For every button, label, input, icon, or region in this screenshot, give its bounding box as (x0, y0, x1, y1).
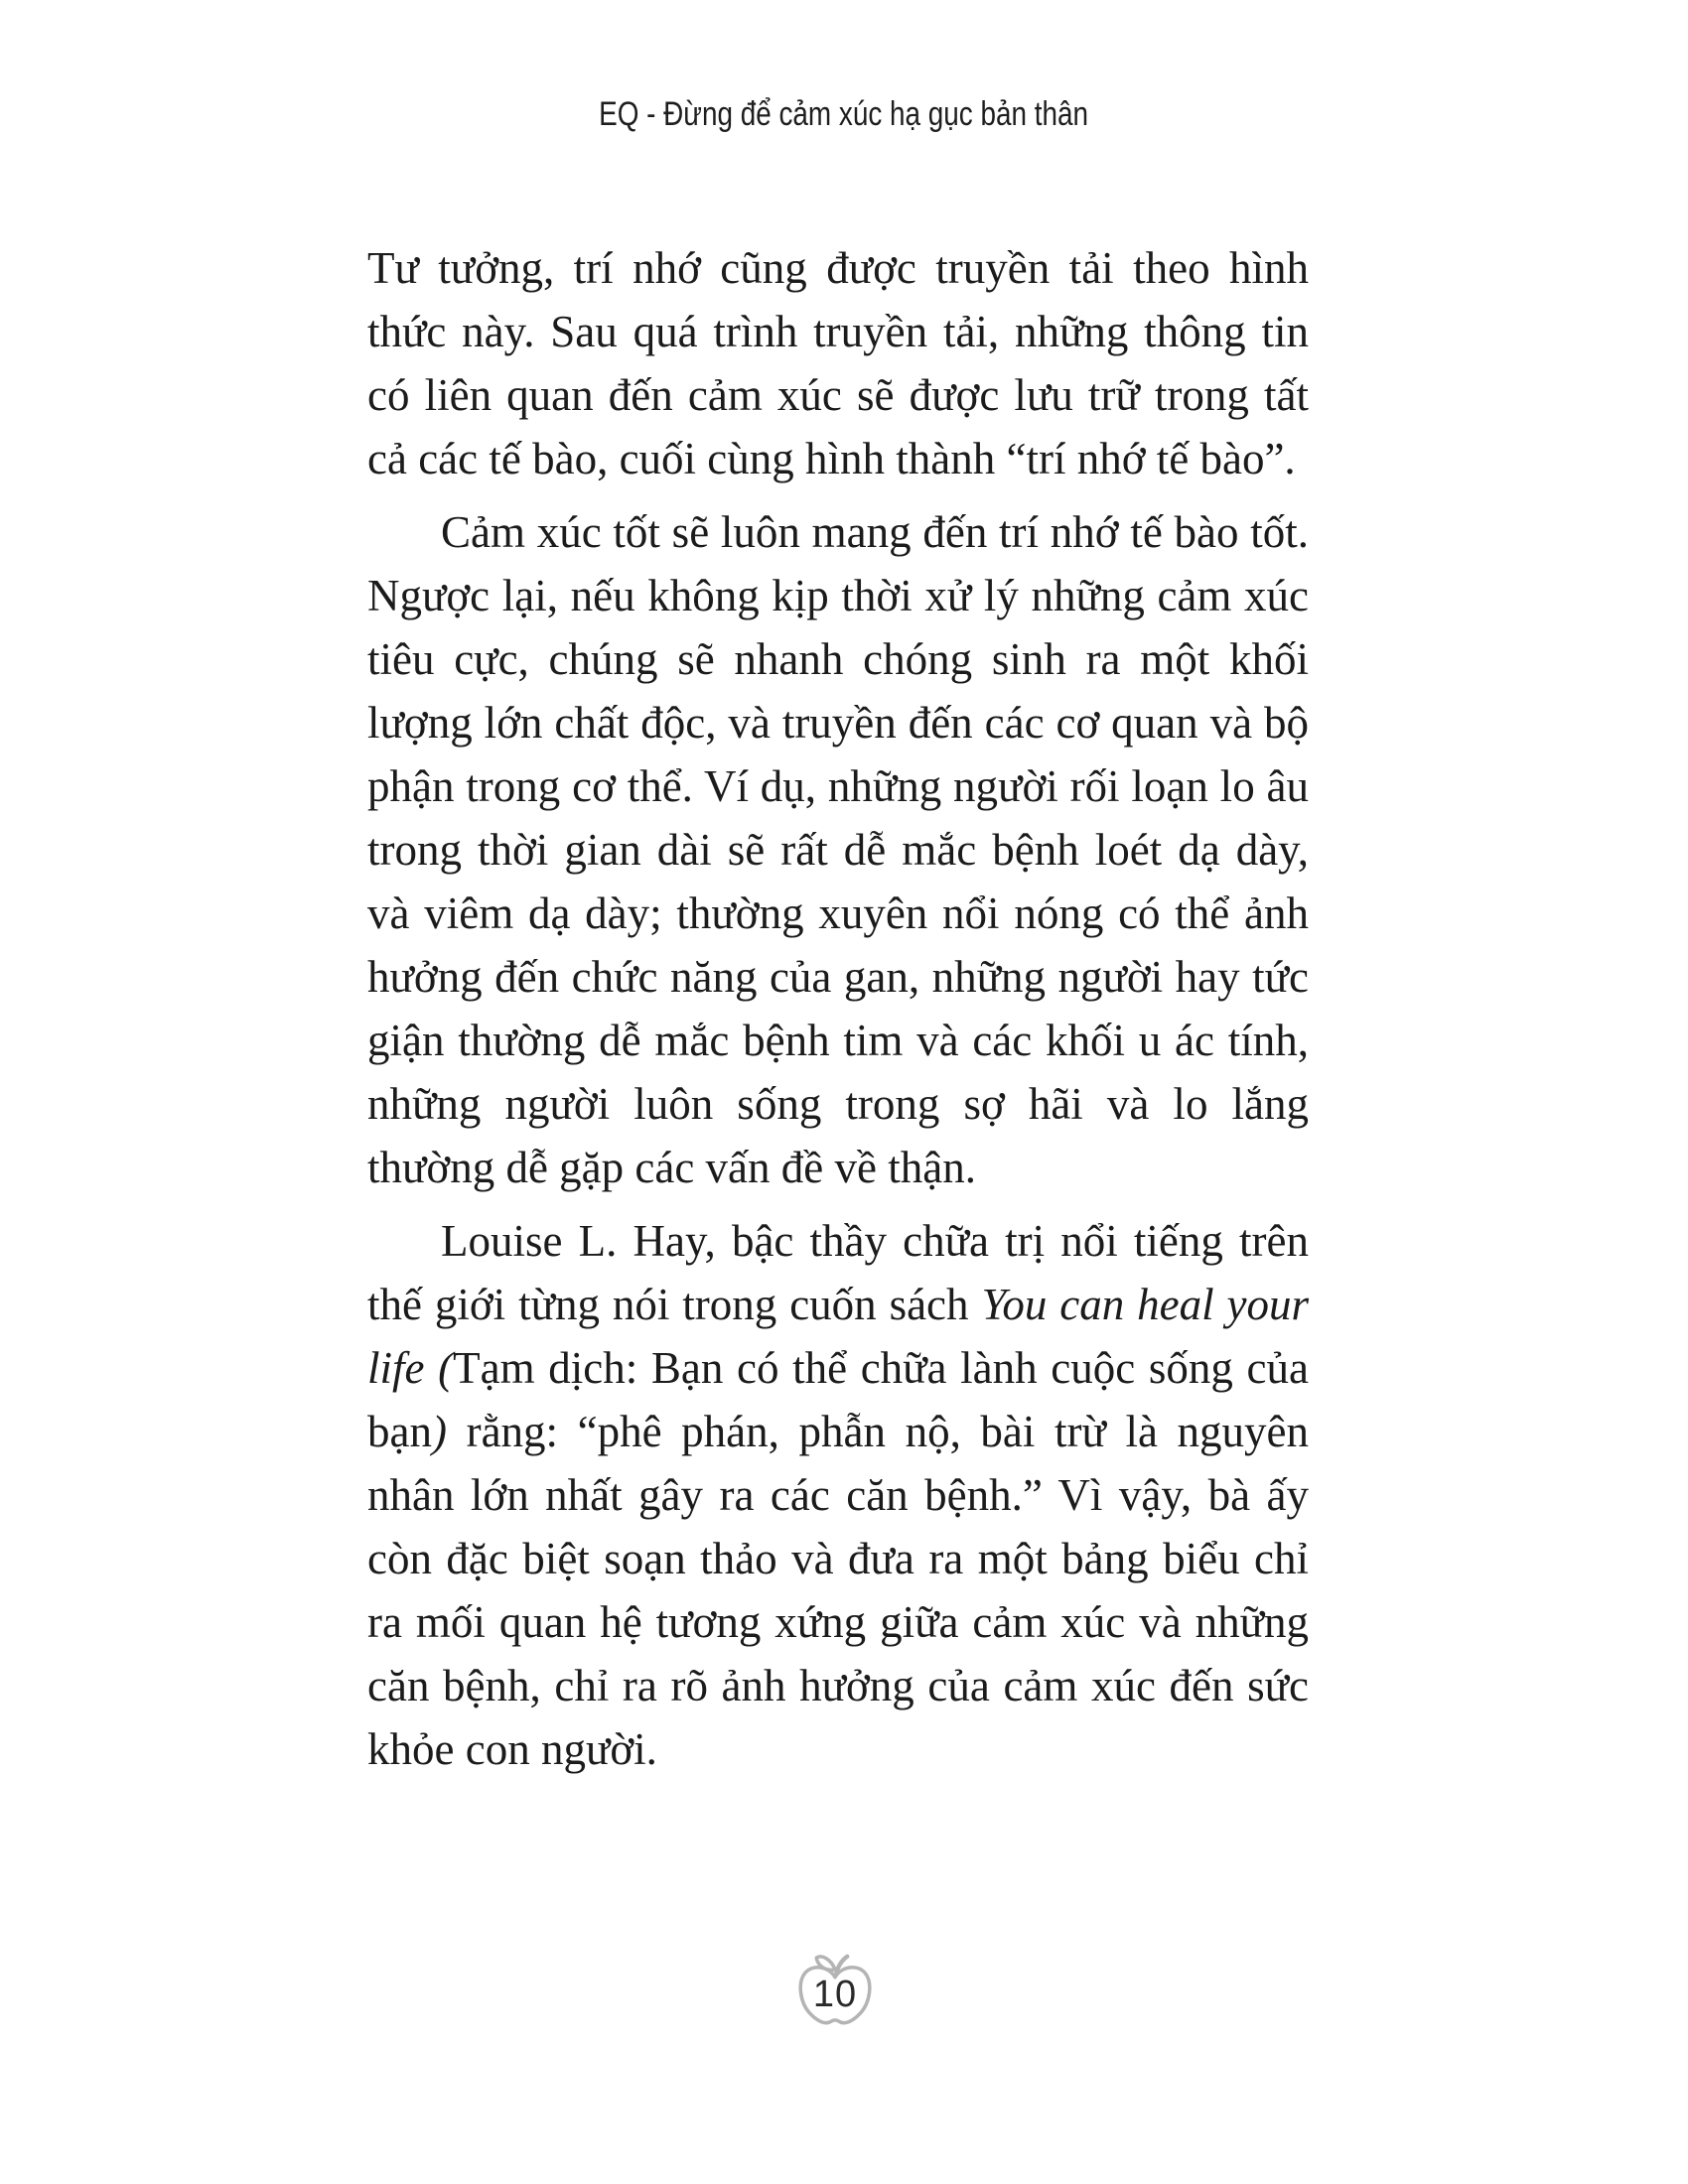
page-number-badge (790, 1948, 880, 2031)
running-header-title: EQ - Đừng để cảm xúc hạ gục bản thân (599, 95, 1089, 133)
body-text: rằng: “phê phán, phẫn nộ, bài trừ là nguyên nhân lớn nhất gây ra các căn bệnh.” Vì vậy, bà ấy còn đặc biệt soạn thảo và đưa ra một bảng biểu chỉ ra mối quan hệ tương xứng giữa cảm xúc và những căn bệnh, chỉ ra rõ ảnh hưởng của cảm xúc đến sức khỏe con người. (367, 1407, 1309, 1774)
italic-text: ) (431, 1407, 447, 1456)
paragraph (367, 236, 1309, 490)
body-text: Tạm dịch: Bạn có thể chữa lành cuộc sống của bạn (367, 1343, 1309, 1456)
text-block (367, 236, 1309, 1791)
page-number: 10 (812, 1974, 858, 2015)
body-text: Louise L. Hay, bậc thầy chữa trị nổi tiếng trên thế giới từng nói trong cuốn sách (367, 1216, 1309, 1329)
paragraph (367, 500, 1309, 1199)
body-text: Tư tưởng, trí nhớ cũng được truyền tải theo hình thức này. Sau quá trình truyền tải, những thông tin có liên quan đến cảm xúc sẽ được lưu trữ trong tất cả các tế bào, cuối cùng hình thành “trí nhớ tế bào”. (367, 243, 1309, 483)
italic-text: You can heal your life ( (367, 1280, 1309, 1393)
body-text: Cảm xúc tốt sẽ luôn mang đến trí nhớ tế bào tốt. Ngược lại, nếu không kịp thời xử lý những cảm xúc tiêu cực, chúng sẽ nhanh chóng sinh ra một khối lượng lớn chất độc, và truyền đến các cơ quan và bộ phận trong cơ thể. Ví dụ, những người rối loạn lo âu trong thời gian dài sẽ rất dễ mắc bệnh loét dạ dày, và viêm dạ dày; thường xuyên nổi nóng có thể ảnh hưởng đến chức năng của gan, những người hay tức giận thường dễ mắc bệnh tim và các khối u ác tính, những người luôn sống trong sợ hãi và lo lắng thường dễ gặp các vấn đề về thận. (367, 507, 1309, 1192)
paragraph (367, 1209, 1309, 1781)
running-header (0, 95, 1688, 134)
